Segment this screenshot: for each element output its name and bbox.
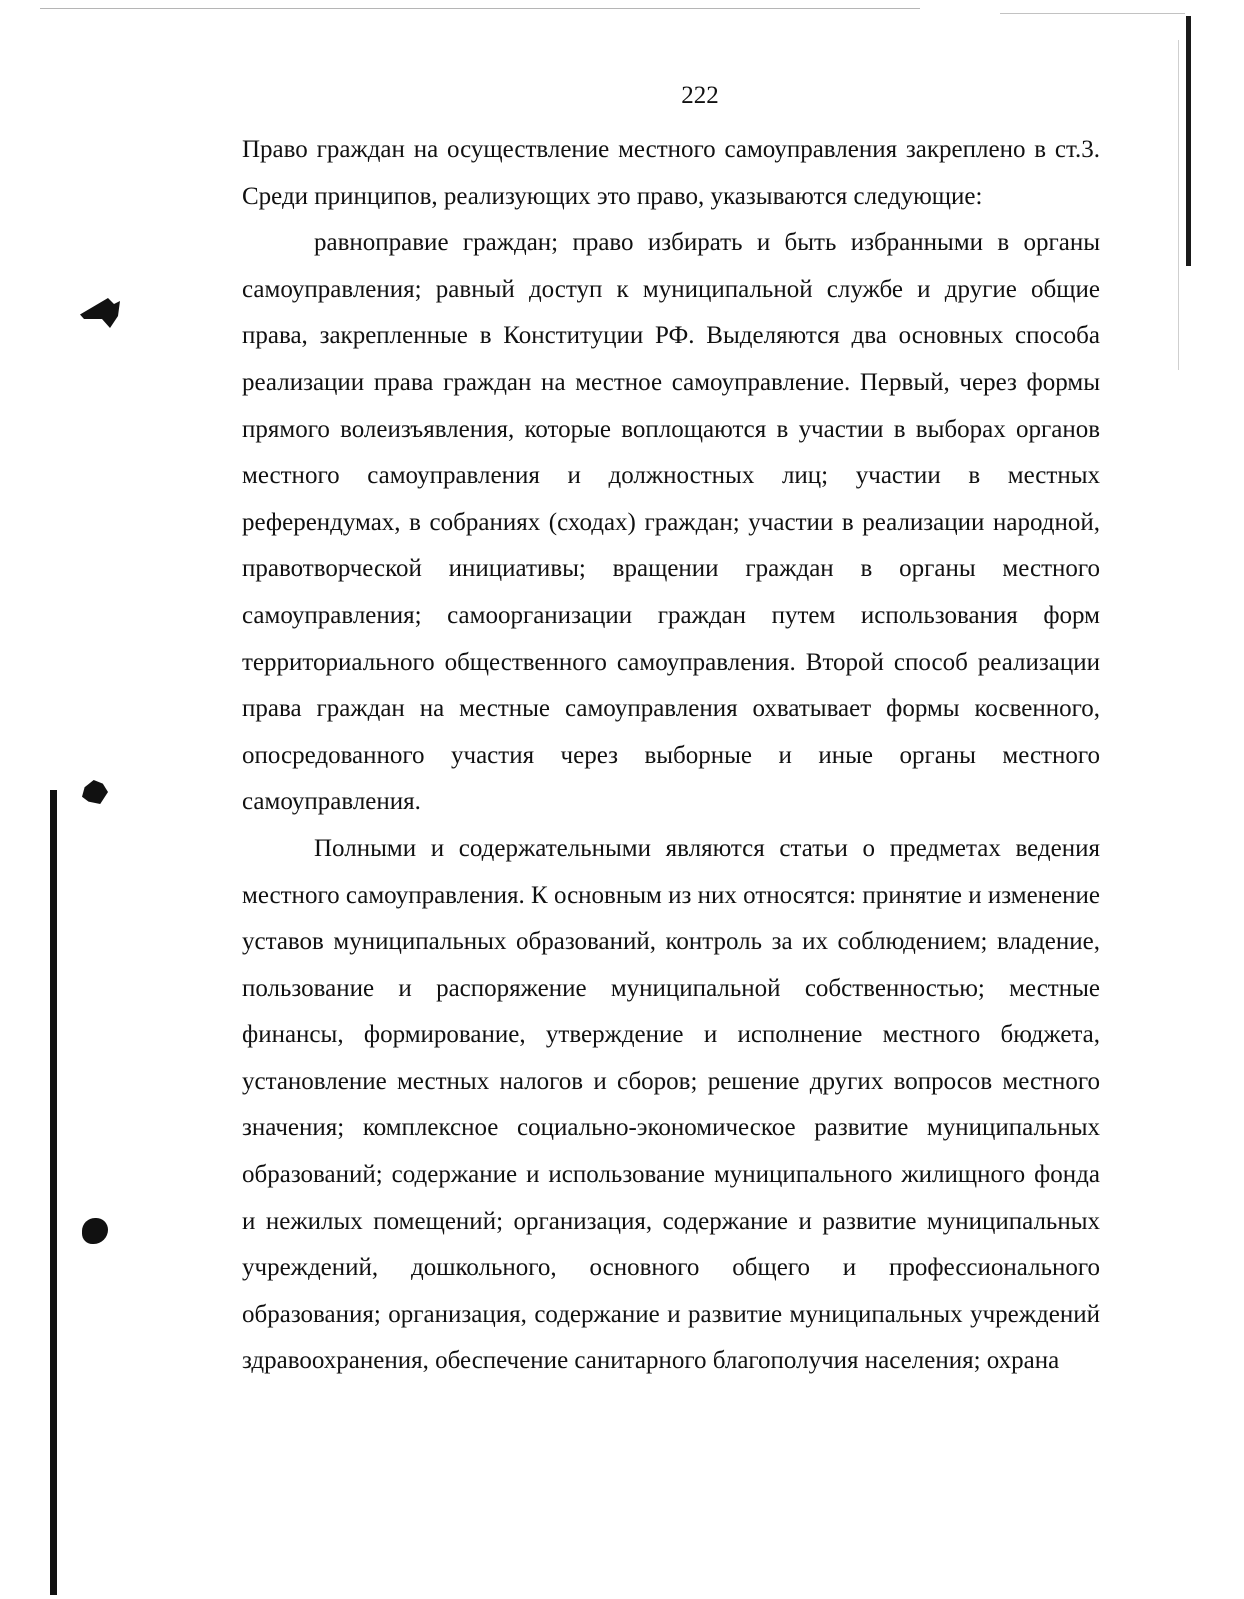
scan-edge-shadow xyxy=(1186,16,1191,266)
page-number: 222 xyxy=(681,82,719,109)
punch-hole-mark xyxy=(82,780,108,804)
paragraph: Полными и содержательными являются статьи о предметах ведения местного самоуправления. К основным из них относятся: принятие и изменение уставов муниципальных образований, контроль за их соблюдением; владение, пользование и распоряжение муниципальной собственностью; местные финансы, формирование, утверждение и исполнение местного бюджета, установление местных налогов и сборов; решение других вопросов местного значения; комплексное социально-экономическое развитие муниципальных образований; содержание и использование муниципального жилищного фонда и нежилых помещений; организация, содержание и развитие муниципальных учреждений, дошкольного, основного общего и профессионального образования; организация, содержание и развитие муниципальных учреждений здравоохранения, обеспечение санитарного благополучия населения; охрана xyxy=(242,834,1100,1375)
scan-edge-line xyxy=(1000,13,1185,14)
scan-edge-shadow xyxy=(50,790,57,1595)
paragraph: равноправие граждан; право избирать и быть избранными в органы самоуправления; равный доступ к муниципальной службе и другие общие права, закрепленные в Конституции РФ. Выделяются два основных способа реализации права граждан на местное самоуправление. Первый, через формы прямого волеизъявления, которые воплощаются в участии в выборах органов местного самоуправления и должностных лиц; участии в местных референдумах, в собраниях (сходах) граждан; участии в реализации народной, правотворческой инициативы; вращении граждан в органы местного самоуправления; самоорганизации граждан путем использования форм территориального общественного самоуправления. Второй способ реализации права граждан на местные самоуправления охватывает формы косвенного, опосредованного участия через выборные и иные органы местного самоуправления. xyxy=(242,229,1100,816)
paragraph: Право граждан на осуществление местного самоуправления закреплено в ст.3. Среди принципов, реализующих это право, указываются следующие: xyxy=(242,136,1100,210)
punch-hole-mark xyxy=(80,298,120,328)
punch-hole-mark xyxy=(82,1218,108,1244)
body-text xyxy=(242,127,1100,1385)
scan-edge-line xyxy=(40,8,920,9)
